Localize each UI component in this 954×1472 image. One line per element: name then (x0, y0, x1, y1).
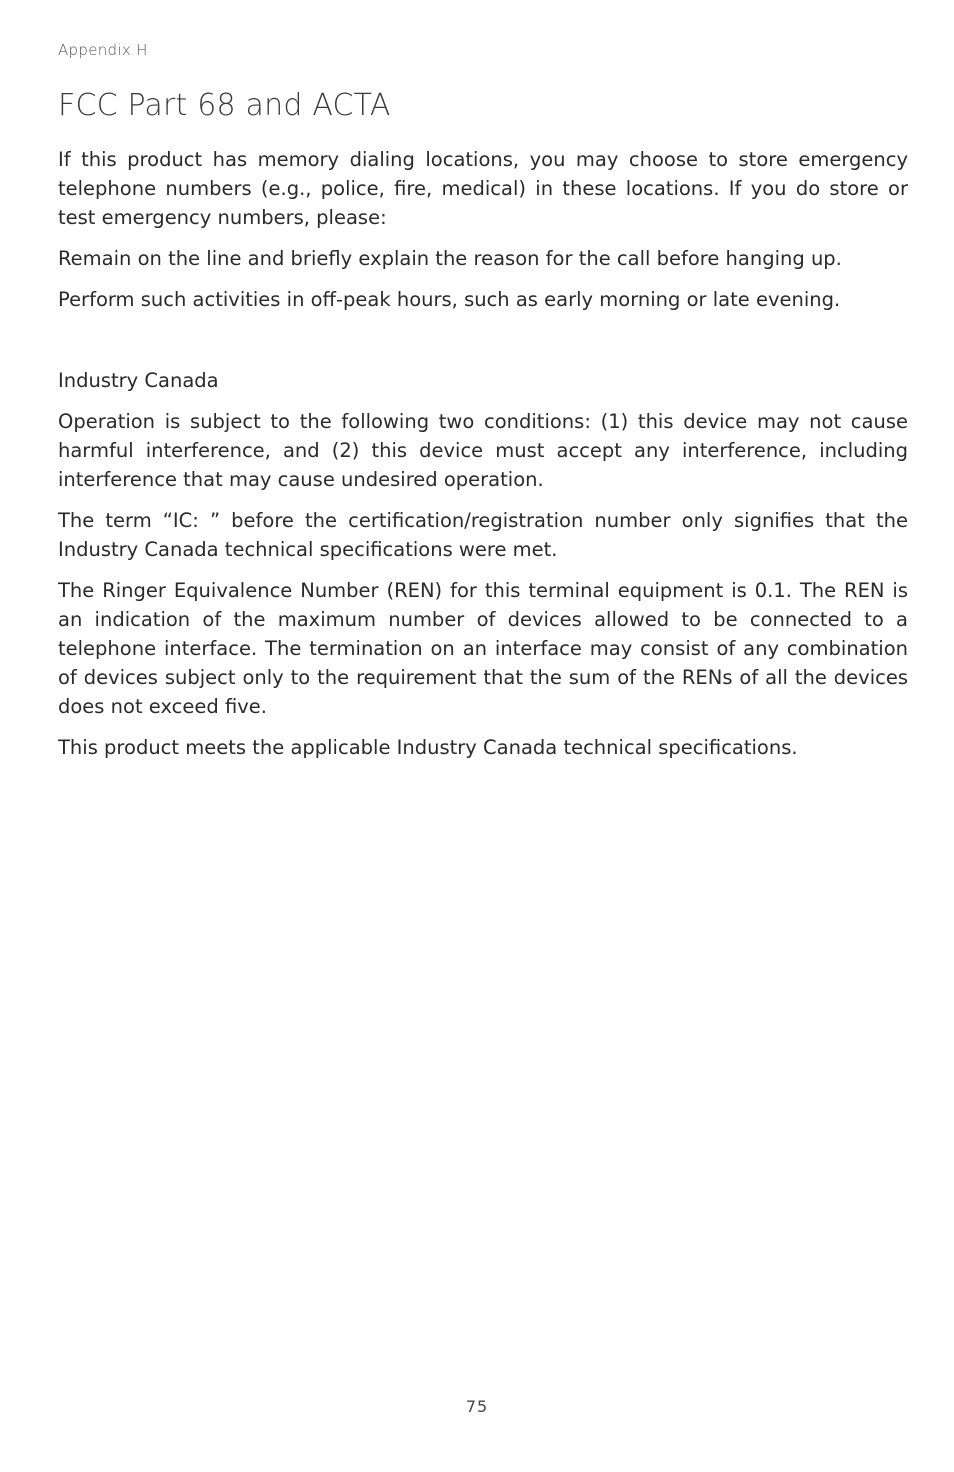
fcc-paragraph-2: Remain on the line and briefly explain the reason for the call before hanging up. (58, 247, 842, 270)
ic-paragraph-2: The term “IC: ” before the certification/registration number only signifies that the Industry Canada technical specifications were met. (58, 509, 908, 561)
document-page (58, 0, 908, 1472)
running-head: Appendix H (58, 41, 148, 59)
page-content (58, 145, 908, 774)
industry-canada-section (58, 366, 908, 762)
ic-paragraph-1: Operation is subject to the following two conditions: (1) this device may not cause harmful interference, and (2) this device must accept any interference, including interference that may cause undesired operation. (58, 410, 908, 491)
page-title: FCC Part 68 and ACTA (58, 88, 391, 123)
fcc-paragraph-1: If this product has memory dialing locations, you may choose to store emergency telephone numbers (e.g., police, fire, medical) in these locations. If you do store or test emergency numbers, please: (58, 148, 908, 229)
page-number: 75 (465, 1397, 489, 1416)
ic-paragraph-4: This product meets the applicable Industry Canada technical specifications. (58, 736, 798, 759)
industry-canada-heading: Industry Canada (58, 369, 219, 392)
fcc-paragraph-3: Perform such activities in off-peak hours, such as early morning or late evening. (58, 288, 841, 311)
fcc-section (58, 145, 908, 314)
ic-paragraph-3: The Ringer Equivalence Number (REN) for this terminal equipment is 0.1. The REN is an indication of the maximum number of devices allowed to be connected to a telephone interface. The termination on an interface may consist of any combination of devices subject only to the requirement that the sum of the RENs of all the devices does not exceed five. (58, 579, 908, 718)
